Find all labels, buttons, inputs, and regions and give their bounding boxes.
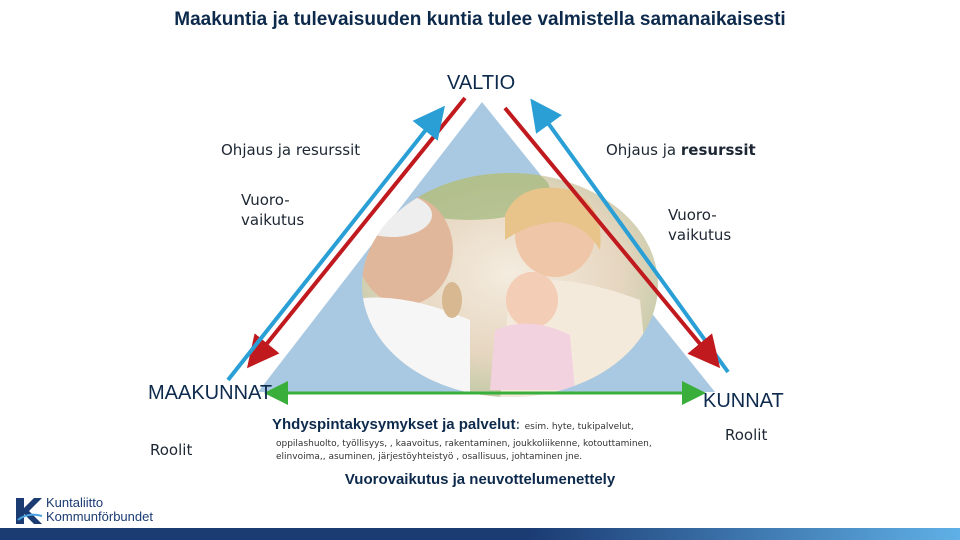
label-right-interaction-line2: vaikutus [668, 226, 732, 244]
footer-bar [0, 528, 960, 540]
node-valtio: VALTIO [447, 72, 516, 94]
services-heading [272, 416, 712, 433]
role-right: Roolit [725, 426, 768, 444]
logo-line2: Kommunförbundet [46, 509, 153, 524]
services-colon: : [515, 417, 525, 433]
slide-title: Maakuntia ja tulevaisuuden kuntia tulee valmistella samanaikaisesti [174, 9, 786, 30]
bottom-note: Vuorovaikutus ja neuvottelumenettely [344, 471, 616, 488]
label-left-interaction [241, 190, 304, 230]
label-right-interaction [668, 205, 731, 245]
services-title: Yhdyspintakysymykset ja palvelut [272, 416, 516, 433]
role-left: Roolit [150, 441, 193, 459]
node-kunnat: KUNNAT [703, 390, 784, 412]
label-right-interaction-line1: Vuoro- [668, 206, 717, 224]
label-left-interaction-line1: Vuoro- [241, 191, 290, 209]
label-left-interaction-line2: vaikutus [241, 211, 305, 229]
services-examples [276, 438, 706, 464]
services-examples-line3: elinvoima,, asuminen, järjestöyhteistyö , osallisuus, johtaminen jne. [276, 452, 583, 462]
label-right-guidance [606, 140, 756, 160]
label-right-guidance-bold: resurssit [680, 141, 756, 159]
kuntaliitto-logo-icon [12, 494, 46, 528]
label-left-guidance: Ohjaus ja resurssit [221, 141, 361, 159]
label-right-guidance-prefix: Ohjaus ja [606, 141, 681, 159]
logo-text [46, 496, 153, 524]
services-examples-intro: esim. hyte, tukipalvelut, [524, 422, 634, 432]
logo-line1: Kuntaliitto [46, 495, 104, 510]
services-examples-line2: oppilashuolto, työllisyys, , kaavoitus, rakentaminen, joukkoliikenne, kotouttaminen, [276, 439, 652, 449]
node-maakunnat: MAAKUNNAT [148, 382, 273, 404]
